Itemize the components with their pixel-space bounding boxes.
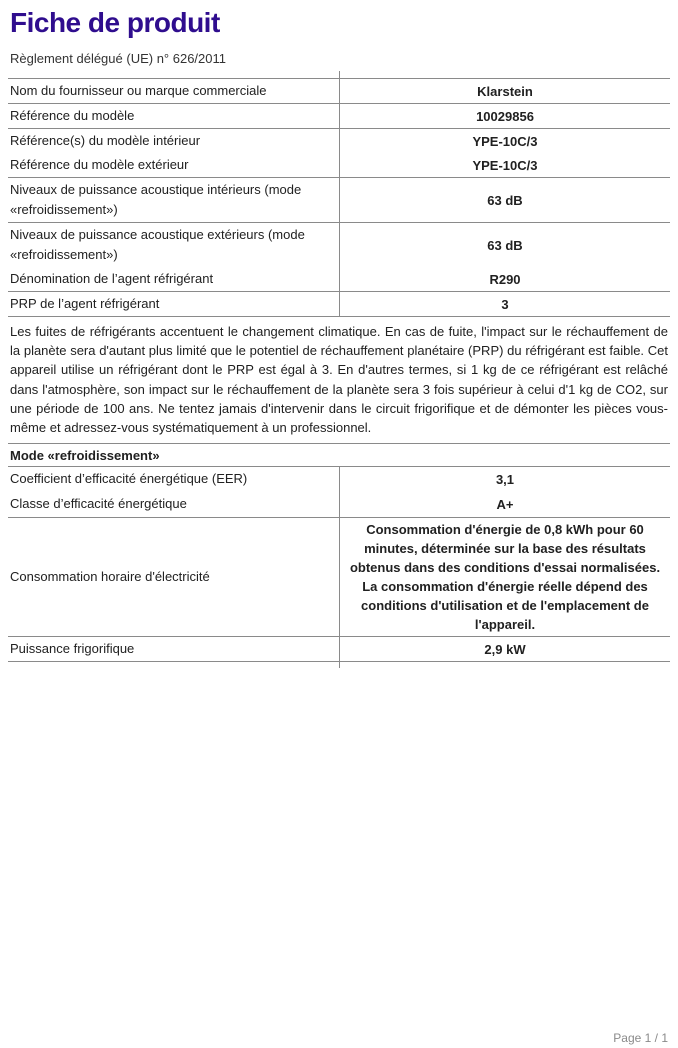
product-data-table [8,78,670,662]
row-value: YPE-10C/3 [339,129,670,153]
row-indoor-model-reference [8,129,670,153]
row-label: Niveaux de puissance acoustique intérieurs (mode «refroidissement») [10,182,302,217]
row-refrigerant-gwp [8,292,670,317]
row-value: 10029856 [339,104,670,128]
row-eer [8,467,670,491]
row-outdoor-sound-power [8,223,670,267]
row-supplier [8,79,670,104]
row-outdoor-model-reference [8,153,670,178]
row-label: Coefficient d’efficacité énergétique (EER) [10,471,248,487]
row-value: A+ [339,491,670,517]
row-refrigerant-name [8,267,670,292]
product-sheet-document [8,0,670,662]
row-cooling-capacity [8,637,670,662]
row-label: Référence(s) du modèle intérieur [10,133,201,148]
regulation-subtitle: Règlement délégué (UE) n° 626/2011 [10,51,226,66]
row-label: Puissance frigorifique [10,641,135,657]
row-indoor-sound-power [8,178,670,223]
refrigerant-note: Les fuites de réfrigérants accentuent le changement climatique. En cas de fuite, l'impact sur le réchauffement de la planète sera d'autant plus limité que le potentiel de réchauffement planétaire (PRP) du réfrigérant est faible. Cet appareil utilise un réfrigérant dont le PRP est égal à 3. En d'autres termes, si 1 kg de ce réfrigérant est relâché dans l'atmosphère, son impact sur le réchauffement de la planète sera 3 fois supérieur à celui d'1 kg de CO2, sur une période de 100 ans. Ne tentez jamais d'intervenir dans le circuit frigorifique et de démonter les pièces vous-même et adressez-vous systématiquement à un professionnel. [8,317,670,444]
row-value: Consommation d'énergie de 0,8 kWh pour 60 minutes, déterminée sur la base des résultats obtenus dans des conditions d'essai normalisées. La consommation d'énergie réelle dépend des conditions d'utilisation et de l'emplacement de l'appareil. [339,518,670,636]
row-value: R290 [339,267,670,291]
page-title: Fiche de produit [10,7,220,38]
row-label: Niveaux de puissance acoustique extérieurs (mode «refroidissement») [10,227,305,262]
row-value: YPE-10C/3 [339,153,670,177]
row-value: 2,9 kW [339,637,670,661]
row-label: Consommation horaire d'électricité [10,569,210,585]
page-number: Page 1 / 1 [613,1031,668,1045]
row-label: Nom du fournisseur ou marque commerciale [10,83,267,98]
row-hourly-consumption [8,518,670,637]
row-label: Classe d’efficacité énergétique [10,496,187,512]
row-energy-class [8,491,670,518]
row-value: 3,1 [339,467,670,491]
row-value: 63 dB [339,223,670,267]
column-divider-stub-top [339,71,340,79]
row-value: 63 dB [339,178,670,222]
row-model-reference [8,104,670,129]
row-label: PRP de l’agent réfrigérant [10,296,160,311]
row-value: 3 [339,292,670,316]
row-label: Référence du modèle extérieur [10,157,189,172]
row-label: Référence du modèle [10,108,135,123]
column-divider-stub-bottom [339,662,340,668]
row-value: Klarstein [339,79,670,103]
row-label: Dénomination de l’agent réfrigérant [10,271,214,286]
section-header-cooling-mode: Mode «refroidissement» [8,444,670,467]
